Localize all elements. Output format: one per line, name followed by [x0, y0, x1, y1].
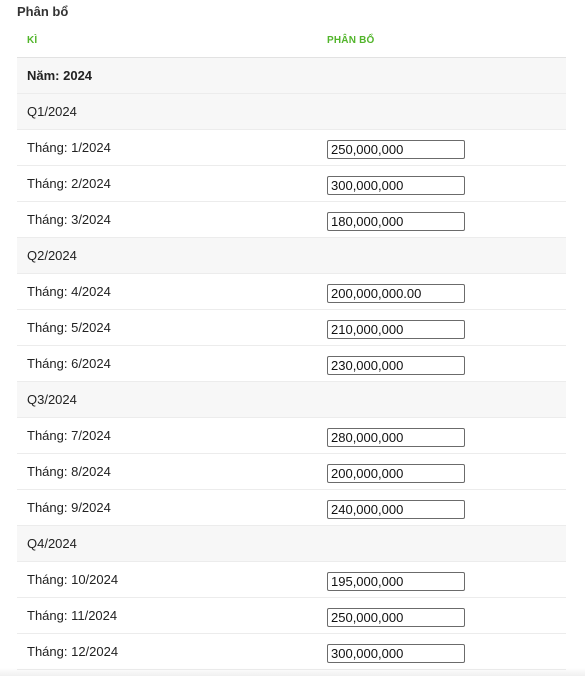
table-header	[17, 22, 566, 58]
column-header-allocation: PHÂN BỔ	[327, 35, 375, 46]
month-row	[17, 418, 566, 454]
allocation-input-month-7[interactable]	[327, 428, 465, 447]
month-row	[17, 202, 566, 238]
month-label: Tháng: 1/2024	[27, 140, 111, 155]
month-row	[17, 130, 566, 166]
allocation-table	[17, 58, 566, 670]
quarter-row-q1	[17, 94, 566, 130]
column-header-period: KÌ	[27, 35, 38, 46]
quarter-row-q2	[17, 238, 566, 274]
month-label: Tháng: 8/2024	[27, 464, 111, 479]
section-title: Phân bổ	[17, 4, 69, 19]
quarter-label: Q4/2024	[27, 536, 77, 551]
allocation-input-month-11[interactable]	[327, 608, 465, 627]
allocation-input-month-3[interactable]	[327, 212, 465, 231]
month-label: Tháng: 2/2024	[27, 176, 111, 191]
allocation-input-month-1[interactable]	[327, 140, 465, 159]
month-row	[17, 310, 566, 346]
allocation-input-month-6[interactable]	[327, 356, 465, 375]
month-row	[17, 454, 566, 490]
month-label: Tháng: 3/2024	[27, 212, 111, 227]
allocation-input-month-4[interactable]	[327, 284, 465, 303]
quarter-row-q4	[17, 526, 566, 562]
month-label: Tháng: 9/2024	[27, 500, 111, 515]
month-row	[17, 166, 566, 202]
month-row	[17, 562, 566, 598]
allocation-input-month-5[interactable]	[327, 320, 465, 339]
quarter-label: Q2/2024	[27, 248, 77, 263]
quarter-label: Q1/2024	[27, 104, 77, 119]
month-label: Tháng: 11/2024	[27, 608, 118, 623]
month-label: Tháng: 10/2024	[27, 572, 119, 587]
month-row	[17, 634, 566, 670]
quarter-row-q3	[17, 382, 566, 418]
bottom-shadow	[0, 668, 585, 676]
month-label: Tháng: 5/2024	[27, 320, 111, 335]
month-row	[17, 346, 566, 382]
allocation-input-month-9[interactable]	[327, 500, 465, 519]
quarter-label: Q3/2024	[27, 392, 77, 407]
allocation-input-month-2[interactable]	[327, 176, 465, 195]
month-label: Tháng: 6/2024	[27, 356, 111, 371]
year-label: Năm: 2024	[27, 68, 93, 83]
month-row	[17, 490, 566, 526]
month-label: Tháng: 7/2024	[27, 428, 111, 443]
allocation-input-month-10[interactable]	[327, 572, 465, 591]
year-row	[17, 58, 566, 94]
month-row	[17, 274, 566, 310]
allocation-input-month-12[interactable]	[327, 644, 465, 663]
allocation-input-month-8[interactable]	[327, 464, 465, 483]
month-label: Tháng: 4/2024	[27, 284, 111, 299]
month-label: Tháng: 12/2024	[27, 644, 119, 659]
month-row	[17, 598, 566, 634]
